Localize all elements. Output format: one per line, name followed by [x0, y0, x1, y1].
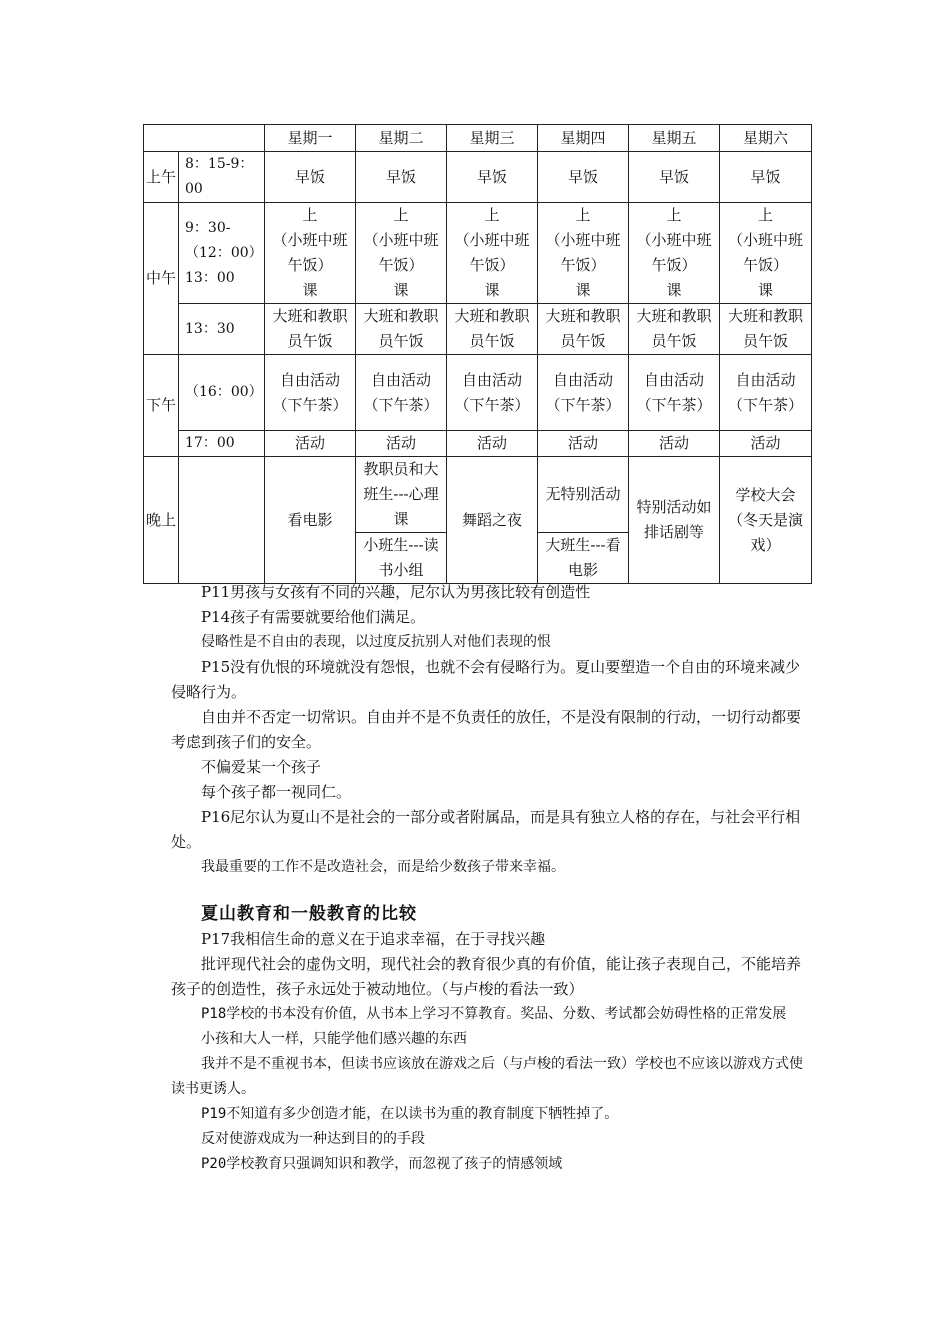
time-lunch: 13：30	[179, 304, 265, 355]
section-morning: 上午	[144, 152, 179, 203]
cell-evening-tue-bottom: 小班生---读书小组	[356, 533, 447, 584]
class-line: 上	[666, 206, 682, 224]
paragraph: 我并不是不重视书本，但读书应该放在游戏之后（与卢梭的看法一致）学校也不应该以游戏方式使读书更诱人。	[171, 1056, 803, 1097]
cell-lunch: 大班和教职员午饭	[720, 304, 812, 355]
class-line: （小班中班午饭）	[363, 231, 439, 274]
class-line: 课	[757, 281, 773, 299]
schedule-table	[143, 124, 812, 584]
cell-lunch: 大班和教职员午饭	[629, 304, 720, 355]
cell-class	[356, 203, 447, 304]
cell-free: 自由活动（下午茶）	[720, 355, 812, 431]
cell-activity: 活动	[265, 431, 356, 457]
cell-evening-thu-bottom: 大班生---看电影	[538, 533, 629, 584]
class-line: 上	[757, 206, 773, 224]
day-header: 星期三	[447, 125, 538, 152]
cell-activity: 活动	[538, 431, 629, 457]
paragraph: P17我相信生命的意义在于追求幸福，在于寻找兴趣	[201, 930, 546, 948]
cell-activity: 活动	[629, 431, 720, 457]
cell-class	[447, 203, 538, 304]
class-line: 上	[484, 206, 500, 224]
paragraph: P14孩子有需要就要给他们满足。	[201, 608, 426, 626]
time-breakfast: 8：15-9：00	[179, 152, 265, 203]
cell-activity: 活动	[447, 431, 538, 457]
time-evening-empty	[179, 457, 265, 584]
class-line: 课	[575, 281, 591, 299]
paragraph: P20学校教育只强调知识和教学，而忽视了孩子的情感领域	[201, 1156, 563, 1172]
class-line: 课	[484, 281, 500, 299]
class-line: 课	[666, 281, 682, 299]
section-afternoon: 下午	[144, 355, 179, 457]
class-line: 上	[575, 206, 591, 224]
paragraph: 反对使游戏成为一种达到目的的手段	[201, 1131, 425, 1147]
section-noon: 中午	[144, 203, 179, 355]
cell-free: 自由活动（下午茶）	[447, 355, 538, 431]
section-evening: 晚上	[144, 457, 179, 584]
section-heading: 夏山教育和一般教育的比较	[201, 904, 417, 924]
day-header: 星期二	[356, 125, 447, 152]
paragraph: 批评现代社会的虚伪文明，现代社会的教育很少真的有价值，能让孩子表现自己，不能培养孩子的创造性，孩子永远处于被动地位。（与卢梭的看法一致）	[171, 955, 802, 998]
cell-lunch: 大班和教职员午饭	[538, 304, 629, 355]
paragraph: P16尼尔认为夏山不是社会的一部分或者附属品，而是具有独立人格的存在，与社会平行相处。	[171, 808, 801, 851]
cell-evening-sat: 学校大会（冬天是演戏）	[720, 457, 812, 584]
cell-free: 自由活动（下午茶）	[265, 355, 356, 431]
corner-cell	[144, 125, 265, 152]
cell-free: 自由活动（下午茶）	[538, 355, 629, 431]
breakfast-row	[144, 152, 812, 203]
class-line: （小班中班午饭）	[727, 231, 803, 274]
paragraph: P11男孩与女孩有不同的兴趣，尼尔认为男孩比较有创造性	[201, 583, 591, 601]
paragraph: 自由并不否定一切常识。自由并不是不负责任的放任，不是没有限制的行动，一切行动都要考虑到孩子们的安全。	[171, 708, 802, 751]
cell-evening-mon: 看电影	[265, 457, 356, 584]
cell-breakfast: 早饭	[356, 152, 447, 203]
class-line: 上	[393, 206, 409, 224]
lunch-row	[144, 304, 812, 355]
class-line: 课	[302, 281, 318, 299]
paragraph: 小孩和大人一样，只能学他们感兴趣的东西	[201, 1031, 467, 1047]
class-line: （小班中班午饭）	[272, 231, 348, 274]
cell-lunch: 大班和教职员午饭	[447, 304, 538, 355]
cell-free: 自由活动（下午茶）	[356, 355, 447, 431]
cell-breakfast: 早饭	[447, 152, 538, 203]
cell-class	[629, 203, 720, 304]
cell-breakfast: 早饭	[629, 152, 720, 203]
cell-class	[538, 203, 629, 304]
paragraph: 每个孩子都一视同仁。	[201, 783, 352, 801]
cell-activity: 活动	[720, 431, 812, 457]
cell-breakfast: 早饭	[720, 152, 812, 203]
cell-activity: 活动	[356, 431, 447, 457]
cell-free: 自由活动（下午茶）	[629, 355, 720, 431]
day-header: 星期六	[720, 125, 812, 152]
notes-body	[171, 580, 811, 1177]
paragraph: P18学校的书本没有价值，从书本上学习不算教育。奖品、分数、考试都会妨碍性格的正常发展	[201, 1006, 787, 1022]
cell-evening-wed: 舞蹈之夜	[447, 457, 538, 584]
class-line: 课	[393, 281, 409, 299]
header-row	[144, 125, 812, 152]
time-free: （16：00）	[179, 355, 265, 431]
time-class: 9：30-（12：00）13：00	[179, 203, 265, 304]
cell-breakfast: 早饭	[538, 152, 629, 203]
cell-evening-tue-top: 教职员和大班生---心理课	[356, 457, 447, 533]
free-activity-row	[144, 355, 812, 431]
cell-lunch: 大班和教职员午饭	[356, 304, 447, 355]
class-line: （小班中班午饭）	[545, 231, 621, 274]
cell-class	[720, 203, 812, 304]
paragraph: P15没有仇恨的环境就没有怨恨，也就不会有侵略行为。夏山要塑造一个自由的环境来减少侵略行为。	[171, 658, 801, 701]
class-row	[144, 203, 812, 304]
cell-evening-fri: 特别活动如排话剧等	[629, 457, 720, 584]
class-line: 上	[302, 206, 318, 224]
cell-class	[265, 203, 356, 304]
day-header: 星期四	[538, 125, 629, 152]
paragraph: 不偏爱某一个孩子	[201, 758, 322, 776]
day-header: 星期一	[265, 125, 356, 152]
activity-row	[144, 431, 812, 457]
cell-breakfast: 早饭	[265, 152, 356, 203]
day-header: 星期五	[629, 125, 720, 152]
cell-evening-thu-top: 无特别活动	[538, 457, 629, 533]
paragraph: P19不知道有多少创造才能，在以读书为重的教育制度下牺牲掉了。	[201, 1106, 619, 1122]
paragraph: 我最重要的工作不是改造社会，而是给少数孩子带来幸福。	[201, 859, 565, 875]
evening-row-top	[144, 457, 812, 533]
time-activity: 17：00	[179, 431, 265, 457]
paragraph: 侵略性是不自由的表现，以过度反抗别人对他们表现的恨	[201, 634, 551, 650]
cell-lunch: 大班和教职员午饭	[265, 304, 356, 355]
class-line: （小班中班午饭）	[454, 231, 530, 274]
class-line: （小班中班午饭）	[636, 231, 712, 274]
